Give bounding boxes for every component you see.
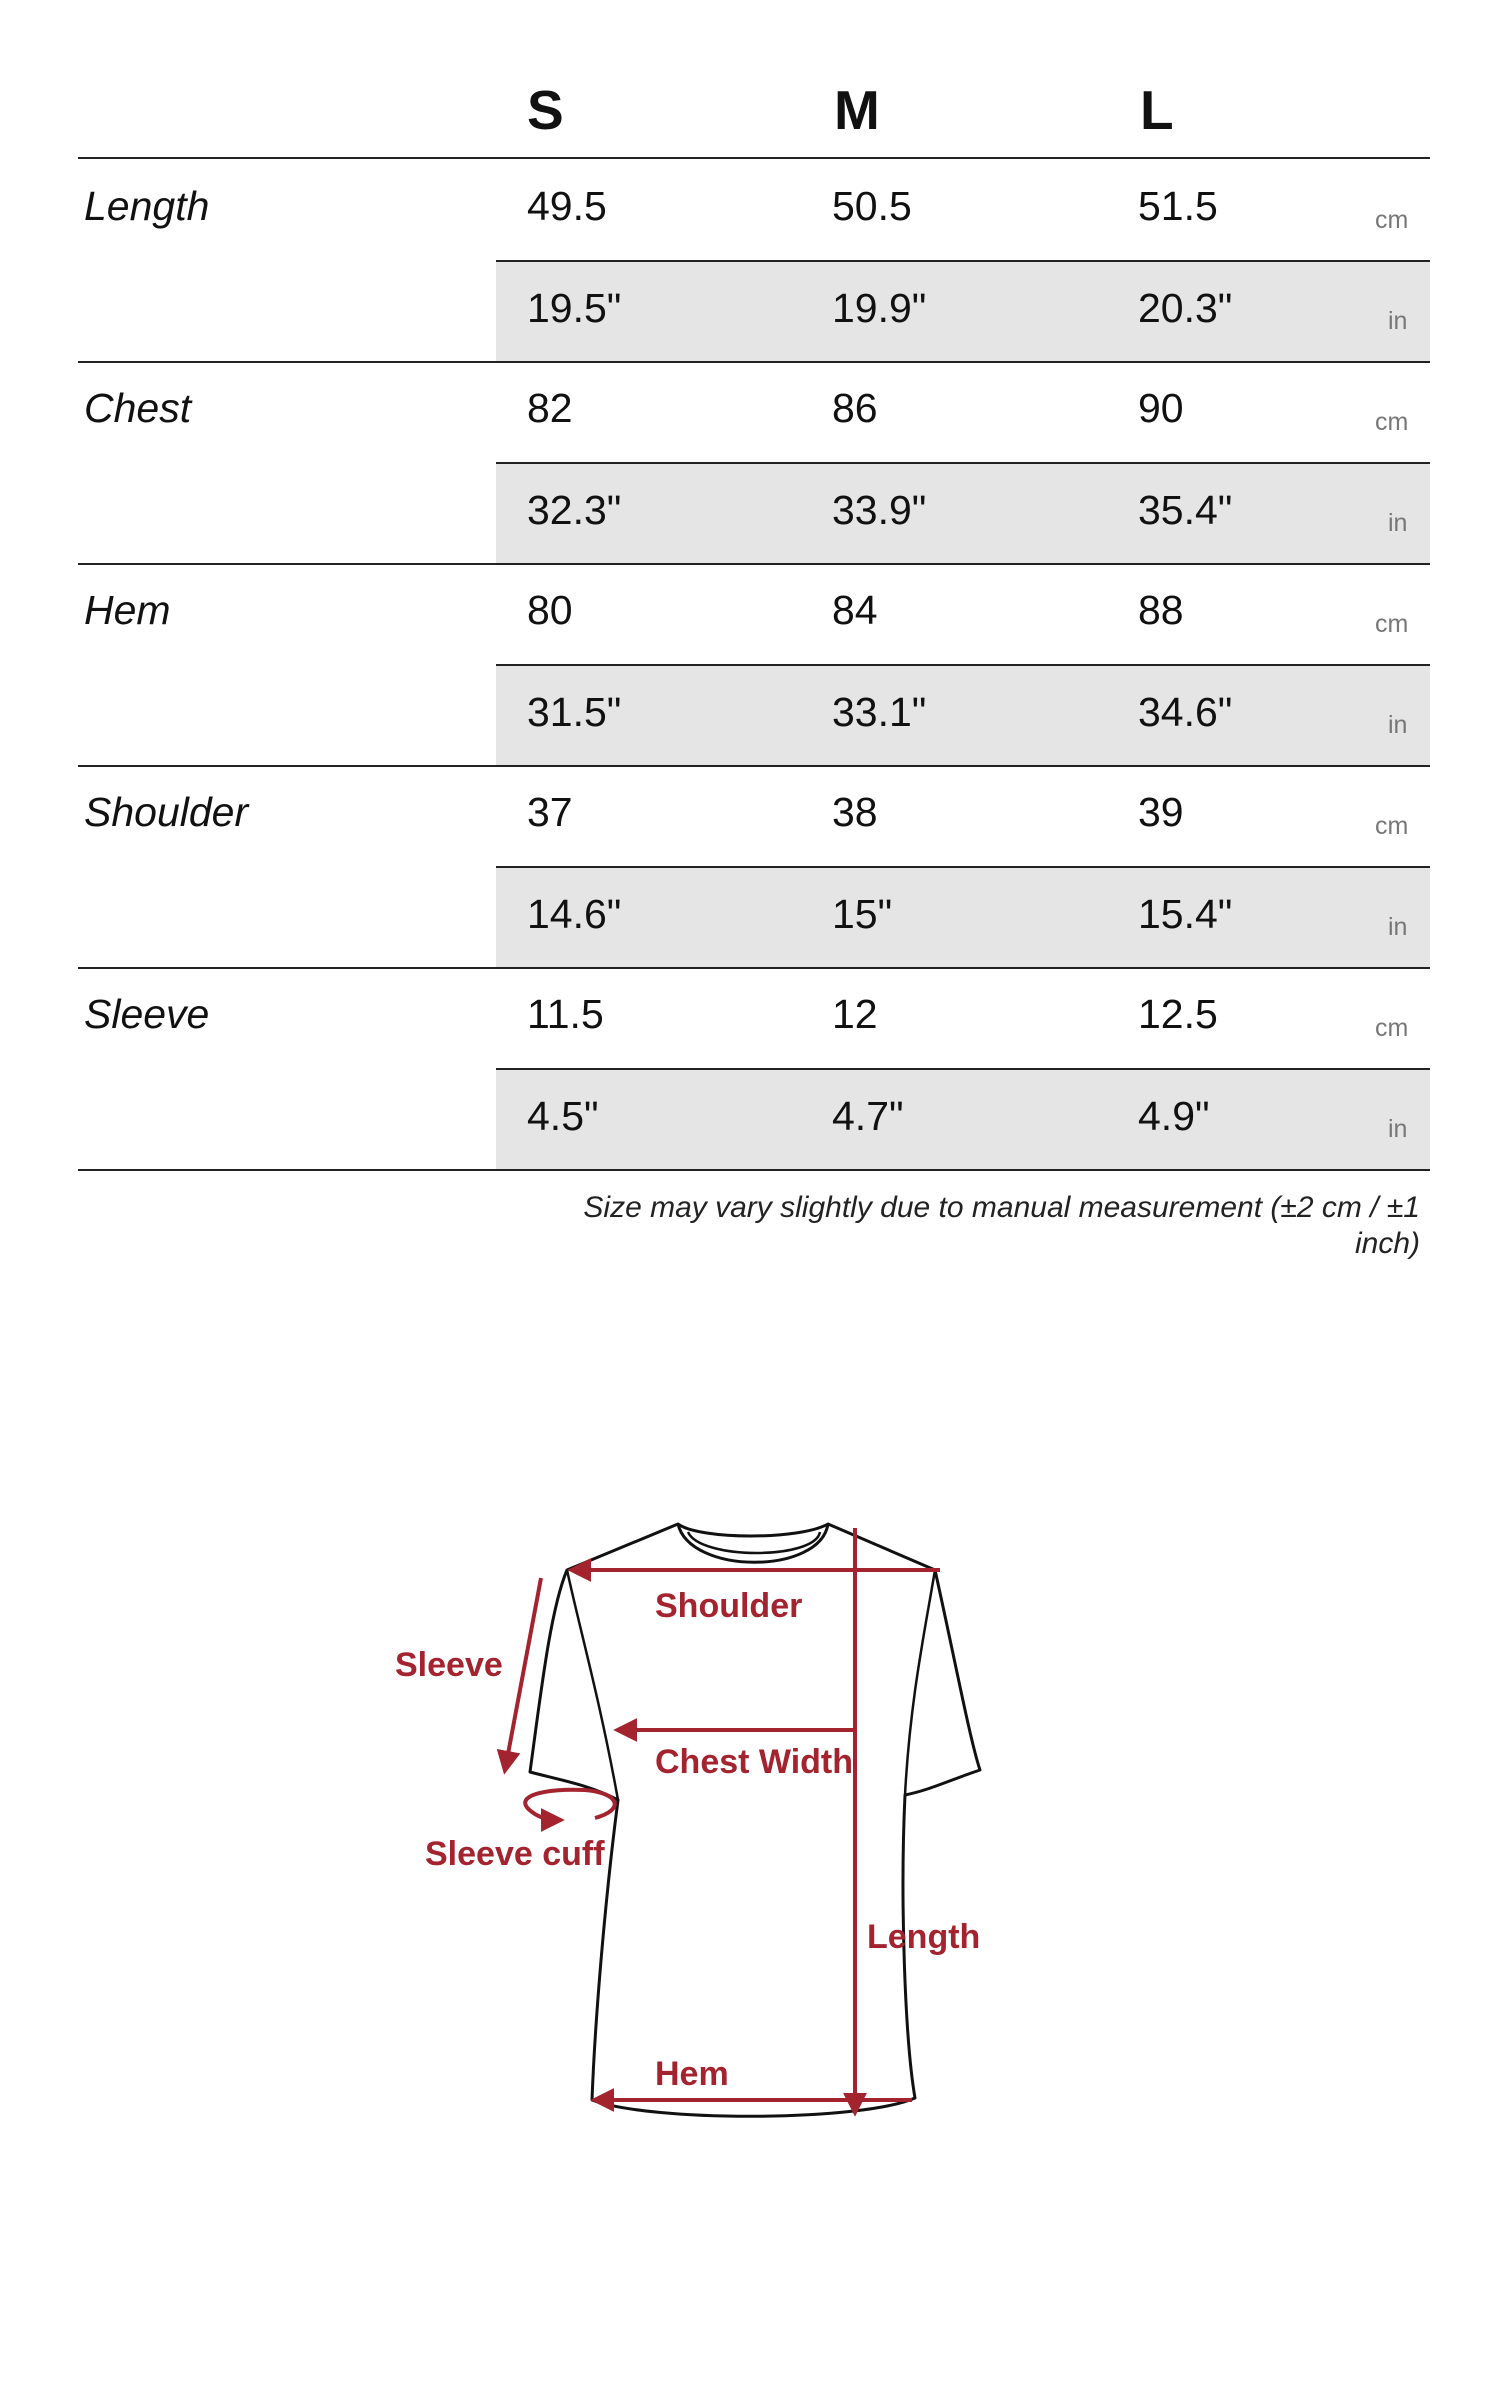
divider [496, 260, 1430, 262]
label-hem: Hem [655, 2055, 729, 2093]
row-label-chest: Chest [84, 385, 192, 431]
unit-cm: cm [1375, 610, 1409, 638]
cell-chest-m-cm: 86 [832, 385, 878, 431]
cell-shoulder-m-in: 15" [832, 891, 893, 937]
group-divider [78, 765, 1430, 767]
divider [496, 664, 1430, 666]
unit-in: in [1388, 913, 1408, 941]
cell-chest-l-cm: 90 [1138, 385, 1184, 431]
row-band-sleeve-in [496, 1070, 1430, 1170]
cell-shoulder-s-in: 14.6" [527, 891, 622, 937]
cell-chest-m-in: 33.9" [832, 487, 927, 533]
row-label-shoulder: Shoulder [84, 789, 249, 835]
cell-shoulder-s-cm: 37 [527, 789, 573, 835]
cell-sleeve-m-in: 4.7" [832, 1093, 904, 1139]
cell-length-l-cm: 51.5 [1138, 183, 1218, 229]
table-bottom-border [78, 1169, 1430, 1171]
group-divider [78, 967, 1430, 969]
unit-in: in [1388, 307, 1408, 335]
unit-in: in [1388, 711, 1408, 739]
unit-cm: cm [1375, 206, 1409, 234]
cell-length-l-in: 20.3" [1138, 285, 1233, 331]
cell-hem-m-in: 33.1" [832, 689, 927, 735]
row-band-chest-in [496, 464, 1430, 564]
unit-cm: cm [1375, 1014, 1409, 1042]
cell-chest-l-in: 35.4" [1138, 487, 1233, 533]
cell-shoulder-l-in: 15.4" [1138, 891, 1233, 937]
cell-sleeve-m-cm: 12 [832, 991, 878, 1037]
cell-sleeve-s-cm: 11.5 [527, 991, 604, 1037]
sleeve-cuff-arrow [525, 1790, 615, 1820]
cell-hem-s-in: 31.5" [527, 689, 622, 735]
cell-sleeve-s-in: 4.5" [527, 1093, 599, 1139]
cell-hem-s-cm: 80 [527, 587, 573, 633]
size-header-m: M [834, 79, 880, 141]
cell-sleeve-l-in: 4.9" [1138, 1093, 1210, 1139]
unit-in: in [1388, 1115, 1408, 1143]
unit-cm: cm [1375, 812, 1409, 840]
cell-length-m-in: 19.9" [832, 285, 927, 331]
cell-hem-m-cm: 84 [832, 587, 878, 633]
cell-shoulder-l-cm: 39 [1138, 789, 1184, 835]
row-label-hem: Hem [84, 587, 171, 633]
size-header-l: L [1140, 79, 1174, 141]
group-divider [78, 361, 1430, 363]
tshirt-measurement-diagram [0, 1400, 1500, 2200]
measurement-note: Size may vary slightly due to manual measurement (±2 cm / ±1 inch) [583, 1191, 1420, 1260]
cell-chest-s-in: 32.3" [527, 487, 622, 533]
label-sleeve-cuff: Sleeve cuff [425, 1835, 605, 1873]
cell-length-m-cm: 50.5 [832, 183, 912, 229]
header-divider [78, 157, 1430, 159]
row-band-shoulder-in [496, 868, 1430, 968]
cell-shoulder-m-cm: 38 [832, 789, 878, 835]
group-divider [78, 563, 1430, 565]
row-band-length-in [496, 262, 1430, 362]
cell-hem-l-in: 34.6" [1138, 689, 1233, 735]
row-label-sleeve: Sleeve [84, 991, 210, 1037]
tshirt-illustration [0, 1400, 1500, 2200]
label-length: Length [867, 1918, 981, 1956]
label-sleeve: Sleeve [395, 1646, 503, 1684]
unit-cm: cm [1375, 408, 1409, 436]
cell-length-s-in: 19.5" [527, 285, 622, 331]
label-shoulder: Shoulder [655, 1587, 803, 1625]
label-chest-width: Chest Width [655, 1743, 854, 1781]
size-header-s: S [527, 79, 564, 141]
divider [496, 866, 1430, 868]
cell-chest-s-cm: 82 [527, 385, 573, 431]
divider [496, 462, 1430, 464]
row-band-hem-in [496, 666, 1430, 766]
row-label-length: Length [84, 183, 210, 229]
cell-sleeve-l-cm: 12.5 [1138, 991, 1218, 1037]
cell-length-s-cm: 49.5 [527, 183, 607, 229]
cell-hem-l-cm: 88 [1138, 587, 1184, 633]
unit-in: in [1388, 509, 1408, 537]
divider [496, 1068, 1430, 1070]
